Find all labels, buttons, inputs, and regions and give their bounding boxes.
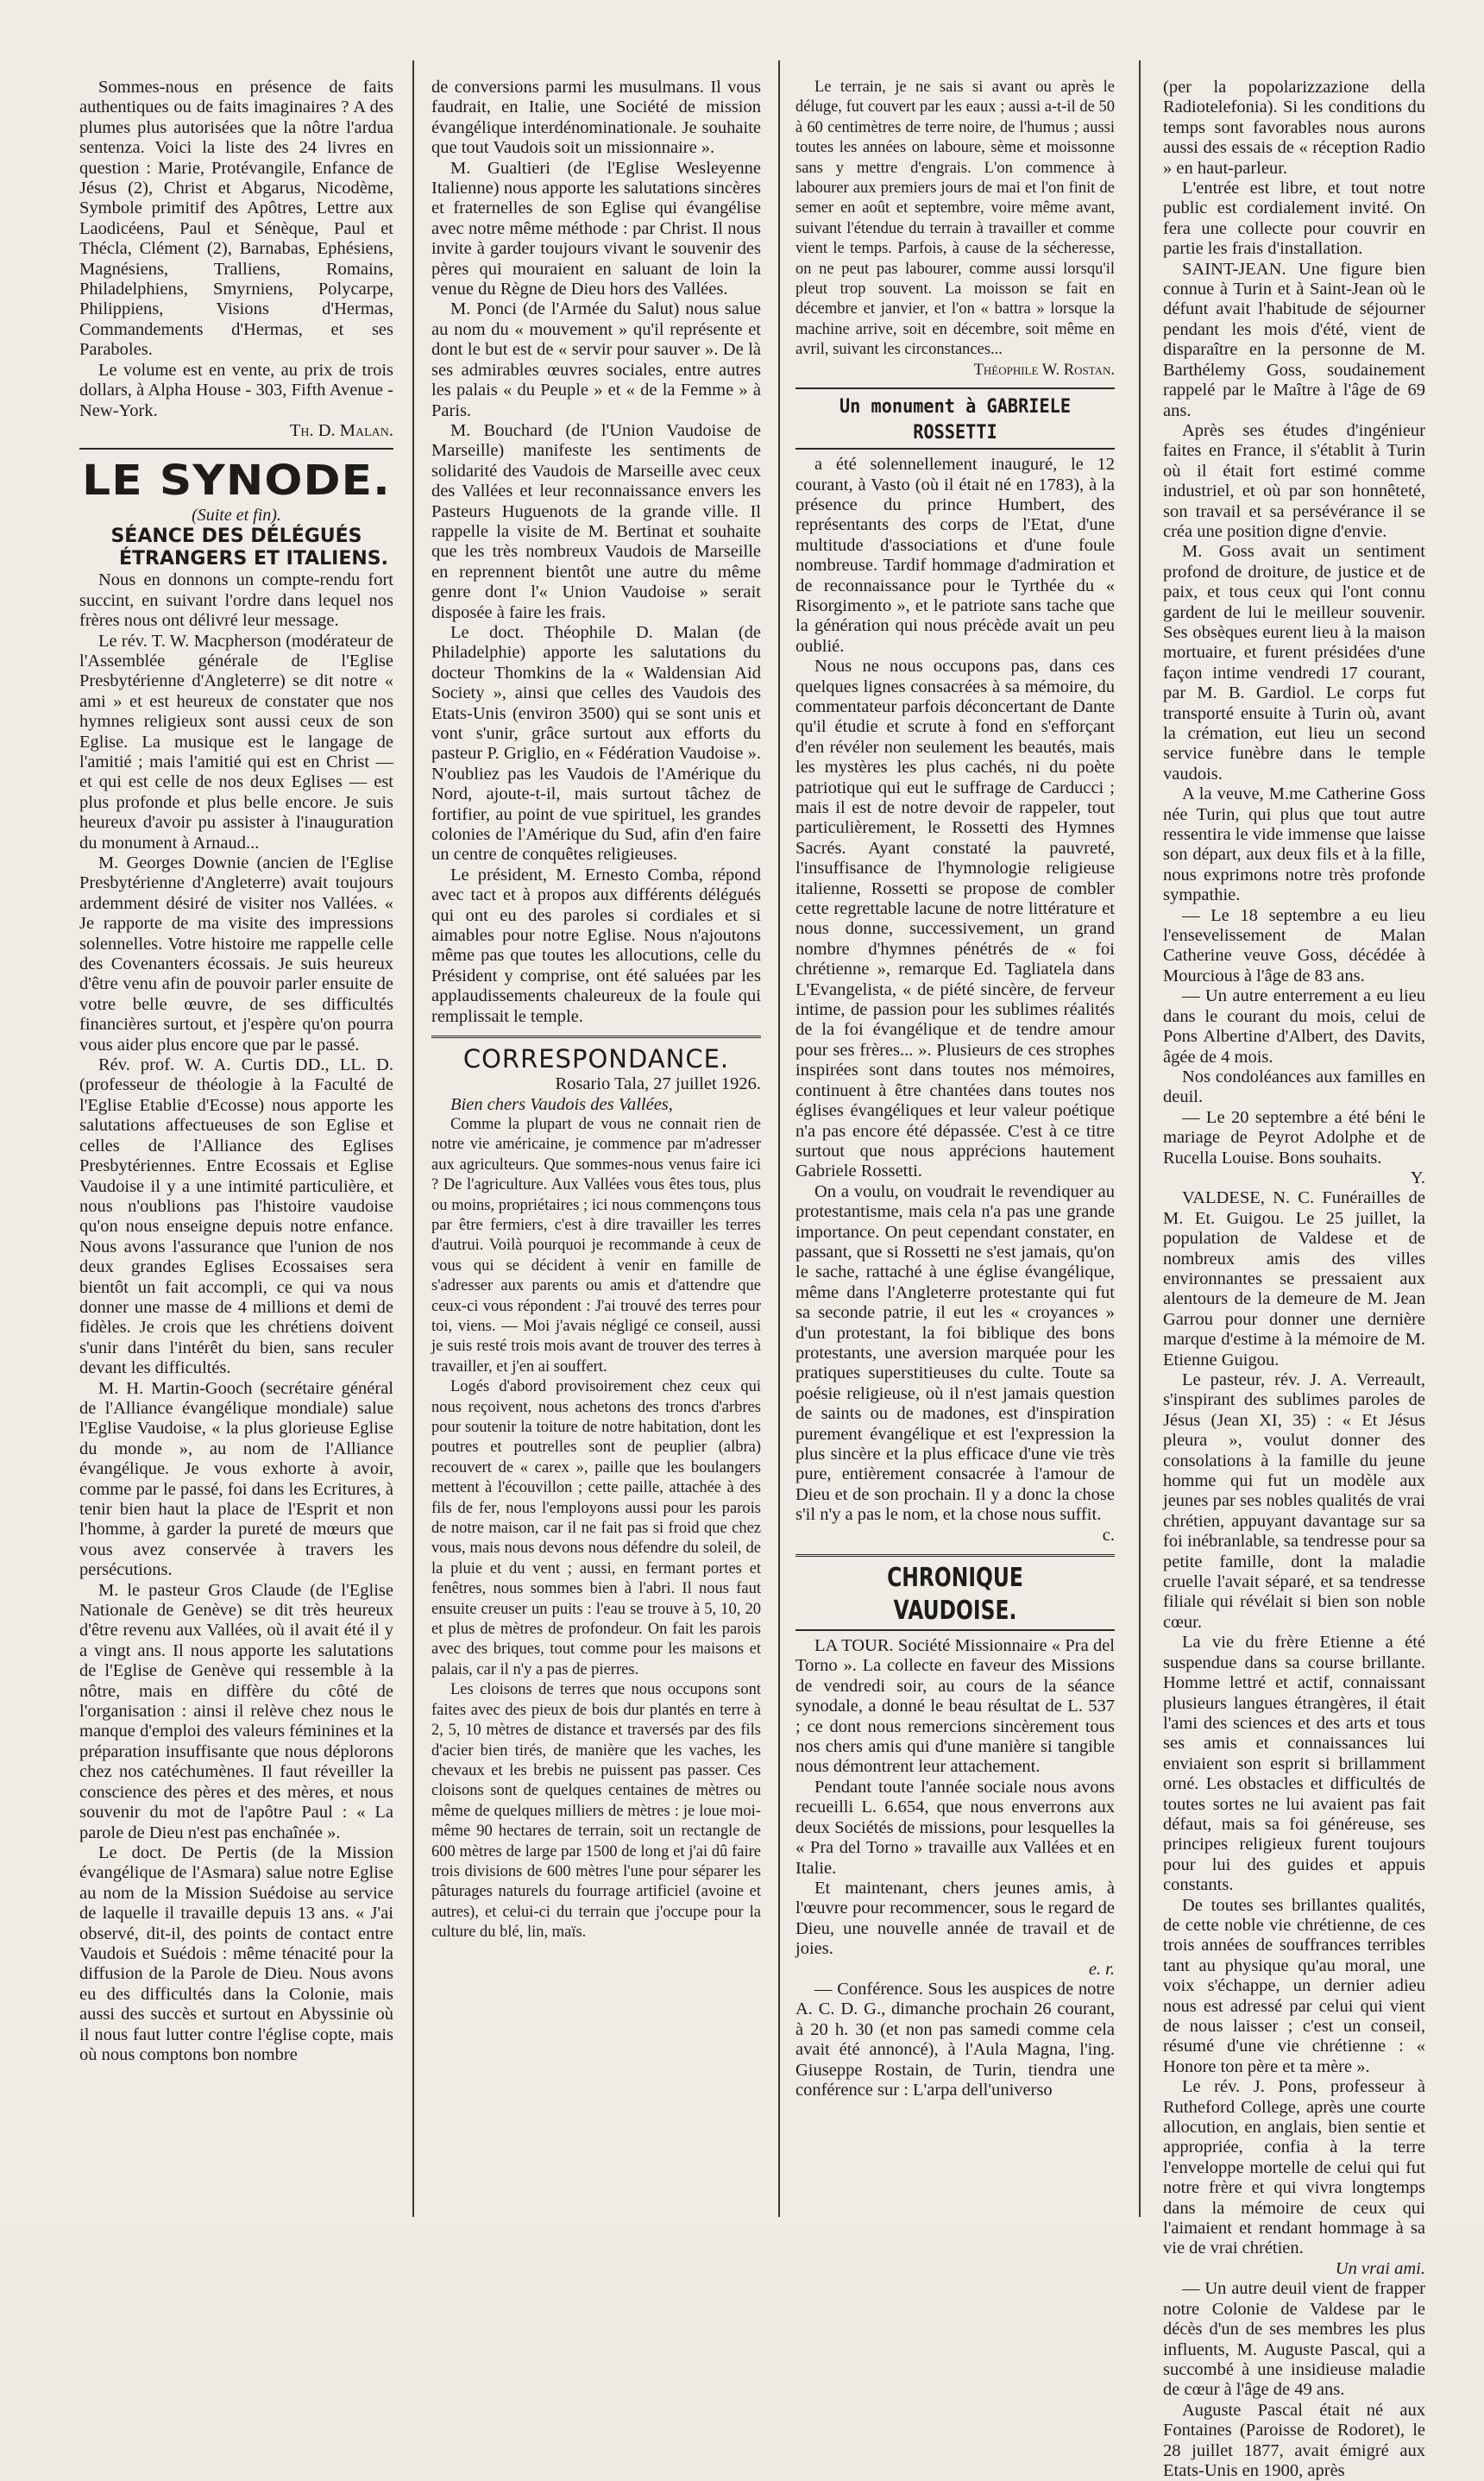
synode-paragraph: Le doct. De Pertis (de la Mission évangélique de l'Asmara) salue notre Eglise au nom de la Mission Suédoise au service de laquelle il travaille depuis 13 ans. « J'ai observé, dit-il, des points de contact entre Vaudois et Suédois : même ténacité pour la diffusion de la Parole de Dieu. Nous avons eu des difficultés dans la Colonie, mais aussi des succès et surtout en Abyssinie où il nous faut lutter contre l'église copte, mais où nous comptons bon nombre	[79, 1842, 393, 2064]
synode-paragraph: Rév. prof. W. A. Curtis DD., LL. D. (professeur de théologie à la Faculté de l'Eglise Etablie d'Ecosse) nous apporte les salutations affectueuses de son Eglise et celles de l'Alliance des Eglises Presbytériennes. Entre Ecossais et Eglise Vaudoise il y a une intimité particulière, et nous n'oublions pas l'histoire vaudoise qu'on nous enseigne depuis notre enfance. Nous avons l'assurance que l'union de nos deux grandes Eglises Ecossaises sera bientôt un fait accompli, ce qui va nous donner une masse de 4 millions et demi de fidèles. Je crois que les chrétiens doivent s'unir dans l'intérêt du bien, sans reculer devant les difficultés.	[79, 1055, 393, 1378]
rossetti-paragraph: On a voulu, on voudrait le revendiquer au protestantisme, mais cela n'a pas une grande importance. On peut cependant constater, en passant, que si Rossetti ne s'est jamais, qu'on le sache, rattaché à une église évangélique, même dans l'Angleterre protestante qui fut sa seconde patrie, il eut les « croyances » d'un protestant, la foi biblique des bons protestants, une aversion marquée pour les pratiques superstitieuses du culte. Toute sa poésie religieuse, où il n'est jamais question de saints ou de madones, est d'inspiration purement évangélique et est l'expression la plus sincère et la plus efficace d'une vie très pure, entièrement consacrée à l'amour de Dieu et de son prochain. Il y a donc la chose s'il n'y a pas le nom, et la chose nous suffit.	[795, 1181, 1115, 1525]
chronique-heading: CHRONIQUE VAUDOISE.	[887, 1563, 1023, 1627]
signature-er: e. r.	[1088, 1959, 1115, 1979]
chronique-paragraph: Auguste Pascal était né aux Fontaines (Paroisse de Rodoret), le 28 juillet 1877, avait émigré aux Etats-Unis en 1900, après	[1163, 2400, 1425, 2480]
divider	[431, 1036, 761, 1038]
divider	[795, 1629, 1115, 1631]
correspondance-paragraph: Logés d'abord provisoirement chez ceux qui nous reçoivent, nous achetons des troncs d'arbres pour soutenir la toiture de notre habitation, dont les poutres et poutrelles sont de peuplier (albra) recouvert de « carex », paille que les boulangers mettent à l'écouvillon ; cette paille, attachée à des fils de fer, nous l'employons aussi pour les parois de notre maison, car il ne fait pas si froid que chez vous, mais nous devons nous défendre du soleil, de la pluie et du vent ; aussi, en fermant portes et fenêtres, nous sommes bien à l'abri. Il nous faut ensuite creuser un puits : l'eau se trouve à 5, 10, 20 et plus de mètres de profondeur. On fait les parois avec des briques, tout comme pour les maisons et palais, car il n'y a pas de pierres.	[431, 1378, 761, 1678]
chronique-paragraph: A la veuve, M.me Catherine Goss née Turin, qui plus que tout autre ressentira le vide immense que laisse son départ, aux deux fils et à la fille, nous exprimons notre très profonde sympathie.	[1163, 784, 1425, 905]
chronique-paragraph: — Le 20 septembre a été béni le mariage de Peyrot Adolphe et de Rucella Louise. Bons souhaits.	[1163, 1107, 1425, 1168]
rossetti-paragraph: Nous ne nous occupons pas, dans ces quelques lignes consacrées à sa mémoire, du commentateur parfois déconcertant de Dante qu'il étudie et scrute à fond en s'efforçant d'en révéler non seulement les beautés, mais les mystères les plus cachés, ni du poète patriotique qui eut le suffrage de Carducci ; mais il est de notre devoir de rappeler, tout particulièrement, le Rossetti des Hymnes Sacrés. Ayant constaté la pauvreté, l'insuffisance de l'hymnologie religieuse italienne, Rossetti se propose de combler cette regrettable lacune de notre littérature et nous donne, successivement, un grand nombre d'hymnes pénétrés de « foi chrétienne », remarque Ed. Tagliatela dans L'Evangelista, « de piété sincère, de ferveur intime, de passion pour les sublimes réalités de la foi évangélique et de tendre amour pour ses frères... ». Plusieurs de ces strophes inspirées sont dans toutes nos mémoires, continuent à être chantées dans toutes nos églises évangéliques et leur valeur poétique n'a pas encore été dépassée. C'est à ce titre surtout que nous apprécions hautement Gabriele Rossetti.	[795, 657, 1115, 1181]
synode-paragraph: M. Bouchard (de l'Union Vaudoise de Marseille) manifeste les sentiments de solidarité des Vaudois de Marseille avec ceux des Vallées et leur reconnaissance envers les Pasteurs Huguenots de la grande ville. Il rappelle la visite de M. Bertinat et souhaite que les très nombreux Vaudois de Marseille en reprennent bientôt une autre du même genre dont l'« Union Vaudoise » serait disposée à faire les frais.	[431, 420, 761, 622]
synode-paragraph: M. le pasteur Gros Claude (de l'Eglise Nationale de Genève) se dit très heureux d'être revenu aux Vallées, où il avait été il y a vingt ans. Il nous apporte les salutations de l'Eglise de Genève qui ressemble à la nôtre, mais en diffère du côté de l'organisation : ainsi il relève chez nous le manque d'emploi des valeurs féminines et la préparation insuffisante que nous déplorons chez nos catéchumènes. Il faut réveiller la conscience des pères et des mères, et nous souvenir du mot de l'apôtre Paul : « La parole de Dieu n'est pas enchaînée ».	[79, 1580, 393, 1842]
intro-paragraph: Sommes-nous en présence de faits authentiques ou de faits imaginaires ? A des plumes plus autorisées que la nôtre l'ardua sentenza. Voici la liste des 24 livres en question : Marie, Protévangile, Enfance de Jésus (2), Christ et Abgarus, Nicodème, Symbole primitif des Apôtres, Lettre aux Laodicéens, Paul et Sénèque, Paul et Thécla, Clément (2), Barnabas, Ephésiens, Magnésiens, Tralliens, Romains, Philadelphiens, Smyrniens, Polycarpe, Philippiens, Visions d'Hermas, Commandements d'Hermas, et ses Paraboles.	[79, 78, 393, 360]
correspondance-paragraph: Comme la plupart de vous ne connait rien de notre vie américaine, je commence par m'adresser aux agriculteurs. Que sommes-nous venus faire ici ? De l'agriculture. Aux Vallées vous êtes tous, plus ou moins, propriétaires ; ici nous commençons tous par être fermiers, c'est à dire travailler les terres d'autrui. Voilà pourquoi je recommande à ceux de vous qui se décident à venir en famille de s'adresser aux parents ou amis et d'attendre que ceux-ci vous répondent : J'ai trouvé des terres pour toi, viens. — Moi j'avais négligé ce conseil, aussi je suis resté trois mois avant de trouver des terres à travailler, et j'en ai souffert.	[431, 1115, 761, 1376]
signature-rostan: Théophile W. Rostan.	[973, 361, 1115, 379]
synode-paragraph: M. H. Martin-Gooch (secrétaire général de l'Alliance évangélique mondiale) salue l'Eglise Vaudoise, « la plus glorieuse Eglise du monde », au nom de l'Alliance évangélique. Je vous exhorte à avoir, comme par le passé, foi dans les Ecritures, à tenir bien haut la place de l'Esprit et non l'homme, à garder la pureté de mœurs que vous avez conservée à travers les persécutions.	[79, 1378, 393, 1580]
signature-malan: Th. D. Malan.	[289, 420, 393, 440]
synode-paragraph: M. Gualtieri (de l'Eglise Wesleyenne Italienne) nous apporte les salutations sincères et fraternelles de son Eglise qui évangélise avec notre même méthode : par Christ. Il nous invite à garder toujours vivant le souvenir des pères qui mouraient en saluant de loin la venue du Règne de Dieu hors des Vallées.	[431, 158, 761, 299]
chronique-continued-paragraph: (per la popolarizzazione della Radiotelefonia). Si les conditions du temps sont favorables nous aurons aussi des essais de « réception Radio » en haut-parleur.	[1163, 78, 1425, 178]
chronique-paragraph: LA TOUR. Société Missionnaire « Pra del Torno ». La collecte en faveur des Missions de vendredi soir, au cours de la séance synodale, a donné le beau résultat de L. 537 ; ce dont nous remercions sincèrement tous nos chers amis qui d'une manière si tangible nous démontrent leur attachement.	[795, 1636, 1115, 1777]
column-2	[431, 78, 761, 2208]
synode-subheading: (Suite et fin).	[192, 506, 281, 526]
correspondance-greeting: Bien chers Vaudois des Vallées,	[450, 1094, 673, 1114]
correspondance-paragraph: Les cloisons de terres que nous occupons sont faites avec des pieux de bois dur plantés en terre à 2, 5, 10 mètres de distance et traversés par des fils d'acier bien tirés, de manière que les vaches, les chevaux et les brebis ne puissent pas passer. Ces cloisons sont de quelques centaines de mètres ou même de quelques milliers de mètres : je loue moi-même 90 hectares de terrain, soit un rectangle de 600 mètres de large par 1500 de long et j'ai dû faire trois divisions de 600 mètres l'une pour séparer les pâturages naturels du fourrage artificiel (avoine et autres), et celui-ci du terrain que j'occupe pour la culture du blé, lin, maïs.	[431, 1681, 761, 1942]
signature-y: Y.	[1410, 1168, 1425, 1187]
column-3	[795, 78, 1115, 2208]
synode-paragraph: M. Georges Downie (ancien de l'Eglise Presbytérienne d'Angleterre) avait toujours ardemment désiré de visiter nos Vallées. « Je rapporte de ma visite des impressions solennelles. Votre histoire me rappelle celle des Covenanters écossais. Je suis heureux d'être venu afin de pouvoir parler ensuite de votre belle œuvre, de ses difficultés financières surtout, et j'espère qu'on pourra vous aider plus encore que par le passé.	[79, 853, 393, 1055]
chronique-paragraph: SAINT-JEAN. Une figure bien connue à Turin et à Saint-Jean où le défunt avait l'habitude de séjourner pendant les mois d'été, vient de disparaître en la personne de M. Barthélemy Goss, soudainement rappelé par le Maître à l'âge de 69 ans.	[1163, 259, 1425, 420]
chronique-paragraph: Le pasteur, rév. J. A. Verreault, s'inspirant des sublimes paroles de Jésus (Jean XI, 35) : « Et Jésus pleura », voulut donner des consolations à la famille du jeune homme qui fut un modèle aux jeunes par ses nobles qualités de vrai chrétien, appuyant davantage sur sa foi inébranlable, sa tendresse pour sa petite famille, dont la maladie cruelle l'avait séparé, et sa tendresse filiale qui révélait si bien son noble cœur.	[1163, 1370, 1425, 1632]
signature-vrai-ami: Un vrai ami.	[1335, 2258, 1425, 2278]
chronique-paragraph: — Un autre deuil vient de frapper notre Colonie de Valdese par le décès d'un de ses membres les plus influents, M. Auguste Pascal, qui a succombé à une insidieuse maladie de cœur à l'âge de 49 ans.	[1163, 2279, 1425, 2400]
chronique-paragraph: L'entrée est libre, et tout notre public est cordialement invité. On fera une collecte pour couvrir en partie les frais d'installation.	[1163, 179, 1425, 259]
correspondance-heading: CORRESPONDANCE.	[462, 1044, 730, 1074]
synode-continued-paragraph: de conversions parmi les musulmans. Il vous faudrait, en Italie, une Société de mission évangélique interdénominationale. Je souhaite que tout Vaudois soit un missionnaire ».	[431, 78, 761, 158]
rossetti-heading: Un monument à GABRIELE ROSSETTI	[839, 396, 1072, 444]
divider	[795, 1554, 1115, 1557]
chronique-paragraph: De toutes ses brillantes qualités, de cette noble vie chrétienne, de ces trois années de souffrances terribles tant au physique qu'au moral, une voix s'échappe, un dernier adieu nous est adressé par celui qui vient de nous laisser ; c'est un conseil, résumé d'une vie chrétienne : « Honore ton père et ta mère ».	[1163, 1895, 1425, 2076]
column-4	[1163, 78, 1425, 2480]
seance-heading-line2: ÉTRANGERS ET ITALIENS.	[119, 548, 388, 570]
column-rule-1	[412, 60, 414, 2217]
chronique-paragraph: Nos condoléances aux familles en deuil.	[1163, 1067, 1425, 1107]
synode-paragraph: Nous en donnons un compte-rendu fort succint, en suivant l'ordre dans lequel nos frères nous ont délivré leur message.	[79, 570, 393, 631]
synode-paragraph: Le président, M. Ernesto Comba, répond avec tact et à propos aux différents délégués qui ont eu des paroles si cordiales et si aimables pour notre Eglise. Nous n'ajoutons même pas que toutes les allocutions, celle du Président y comprise, ont été saluées par les applaudissements chaleureux de la foule qui remplissait le temple.	[431, 865, 761, 1026]
chronique-paragraph: Pendant toute l'année sociale nous avons recueilli L. 6.654, que nous enverrons aux deux Sociétés de missions, pour lesquelles la « Pra del Torno » travaille aux Vallées et en Italie.	[795, 1777, 1115, 1878]
synode-paragraph: Le doct. Théophile D. Malan (de Philadelphie) apporte les salutations du docteur Thomkins de la « Waldensian Aid Society », ainsi que celles des Vaudois des Etats-Unis (environ 3500) qui se sont unis et vont s'unir, grâce surtout aux efforts du pasteur P. Griglio, en « Fédération Vaudoise ». N'oubliez pas les Vaudois de l'Amérique du Nord, ajoute-t-il, mais surtout tâchez de fortifier, au point de vue spirituel, les grandes colonies de l'Amérique du Sud, afin d'en faire un centre de conquêtes religieuses.	[431, 622, 761, 865]
correspondance-continued-paragraph: Le terrain, je ne sais si avant ou après le déluge, fut couvert par les eaux ; aussi a-t-il de 50 à 60 centimètres de terre noire, de l'humus ; aussi toutes les années on laboure, sème et moissonne sans y mettre d'engrais. L'on commence à labourer aux premiers jours de mai et l'on finit de semer en août et septembre, voire même avant, suivant l'étendue du terrain à travailler et comme vient le temps. Parfois, à cause de la sécheresse, on ne peut pas labourer, comme aussi lorsqu'il pleut trop souvent. La moisson se fait en décembre et janvier, et l'on « battra » lorsque la machine arrive, soit en décembre, soit même en avril, suivant les circonstances...	[795, 79, 1115, 359]
chronique-paragraph: Le rév. J. Pons, professeur à Rutheford College, après une courte allocution, en anglais, bien sentie et appropriée, confia à la terre l'enveloppe mortelle de celui qui fut notre frère et qui vivra longtemps dans la mémoire de ceux qui l'aimaient et rendant hommage à sa vie de vrai chrétien.	[1163, 2077, 1425, 2258]
synode-paragraph: Le rév. T. W. Macpherson (modérateur de l'Assemblée générale de l'Eglise Presbytérienne d'Angleterre) se dit notre « ami » et est heureux de constater que nos hymnes religieux sont aussi ceux de son Eglise. La musique est le langage de l'amitié ; mais l'amitié qui est en Christ — et qui est celle de nos deux Eglises — est plus profonde et plus belle encore. Je suis heureux d'avoir pu assister à l'inauguration du monument à Arnaud...	[79, 631, 393, 853]
chronique-paragraph: La vie du frère Etienne a été suspendue dans sa course brillante. Homme lettré et actif, connaissant plusieurs langues étrangères, il était l'ami des sciences et des arts et tous ses amis et connaissances lui enviaient son esprit si brillamment orné. Les obstacles et difficultés de toutes sortes ne lui avaient pas fait défaut, mais sa foi généreuse, ses principes religieux furent toujours pour lui des guides et appuis constants.	[1163, 1633, 1425, 1895]
chronique-paragraph: — Un autre enterrement a eu lieu dans le courant du mois, celui de Pons Albertine d'Albert, des Davits, âgée de 4 mois.	[1163, 986, 1425, 1067]
chronique-paragraph: — Conférence. Sous les auspices de notre A. C. D. G., dimanche prochain 26 courant, à 20 h. 30 (et non pas samedi comme cela avait été annoncé), à l'Aula Magna, l'ing. Giuseppe Rostain, de Turin, tiendra une conférence sur : L'arpa dell'universo	[795, 1979, 1115, 2100]
seance-heading-line1: SÉANCE DES DÉLÉGUÉS	[110, 526, 362, 548]
rossetti-paragraph: a été solennellement inauguré, le 12 courant, à Vasto (où il était né en 1783), à la présence du prince Humbert, des représentants des corps de l'Etat, d'une multitude d'associations et d'une foule nombreuse. Tardif hommage d'admiration et de reconnaissance pour le Tyrthée du « Risorgimento », et le patriote sans tache que la génération qui nous précède avait un peu oublié.	[795, 455, 1115, 656]
column-rule-3	[1139, 60, 1141, 2217]
chronique-paragraph: Après ses études d'ingénieur faites en France, il s'établit à Turin où il était fort estimé comme industriel, et où par son honnêteté, son travail et sa persévérance il se créa une position digne d'envie.	[1163, 420, 1425, 541]
column-rule-2	[778, 60, 780, 2217]
chronique-paragraph: VALDESE, N. C. Funérailles de M. Et. Guigou. Le 25 juillet, la population de Valdese et de nombreux amis des villes environnantes se pressaient aux alentours de la demeure de M. Jean Garrou pour donner une dernière marque d'estime à la mémoire de M. Etienne Guigou.	[1163, 1188, 1425, 1370]
divider	[795, 387, 1115, 389]
signature-c: c.	[1102, 1525, 1115, 1545]
column-1	[79, 78, 393, 2208]
price-paragraph: Le volume est en vente, au prix de trois dollars, à Alpha House - 303, Fifth Avenue - New-York.	[79, 360, 393, 420]
synode-heading: LE SYNODE.	[82, 457, 391, 506]
chronique-paragraph: Et maintenant, chers jeunes amis, à l'œuvre pour recommencer, sous le regard de Dieu, une nouvelle année de travail et de joies.	[795, 1878, 1115, 1959]
divider	[79, 448, 393, 450]
divider	[795, 448, 1115, 450]
chronique-paragraph: — Le 18 septembre a eu lieu l'ensevelissement de Malan Catherine veuve Goss, décédée à Mourcious à l'âge de 83 ans.	[1163, 905, 1425, 985]
correspondance-dateline: Rosario Tala, 27 juillet 1926.	[555, 1074, 761, 1094]
synode-paragraph: M. Ponci (de l'Armée du Salut) nous salue au nom du « mouvement » qu'il représente et dont le but est de « servir pour sauver ». De là ses admirables œuvres sociales, entre autres les palais « du Peuple » et « de la Femme » à Paris.	[431, 299, 761, 420]
chronique-paragraph: M. Goss avait un sentiment profond de droiture, de justice et de paix, et tous ceux qui l'ont connu gardent de lui le meilleur souvenir. Ses obsèques eurent lieu à la maison mortuaire, et furent présidées d'une façon intime vendredi 17 courant, par M. B. Gardiol. Le corps fut transporté ensuite à Turin où, avant la crémation, eut lieu un second service funèbre dans le temple vaudois.	[1163, 542, 1425, 784]
